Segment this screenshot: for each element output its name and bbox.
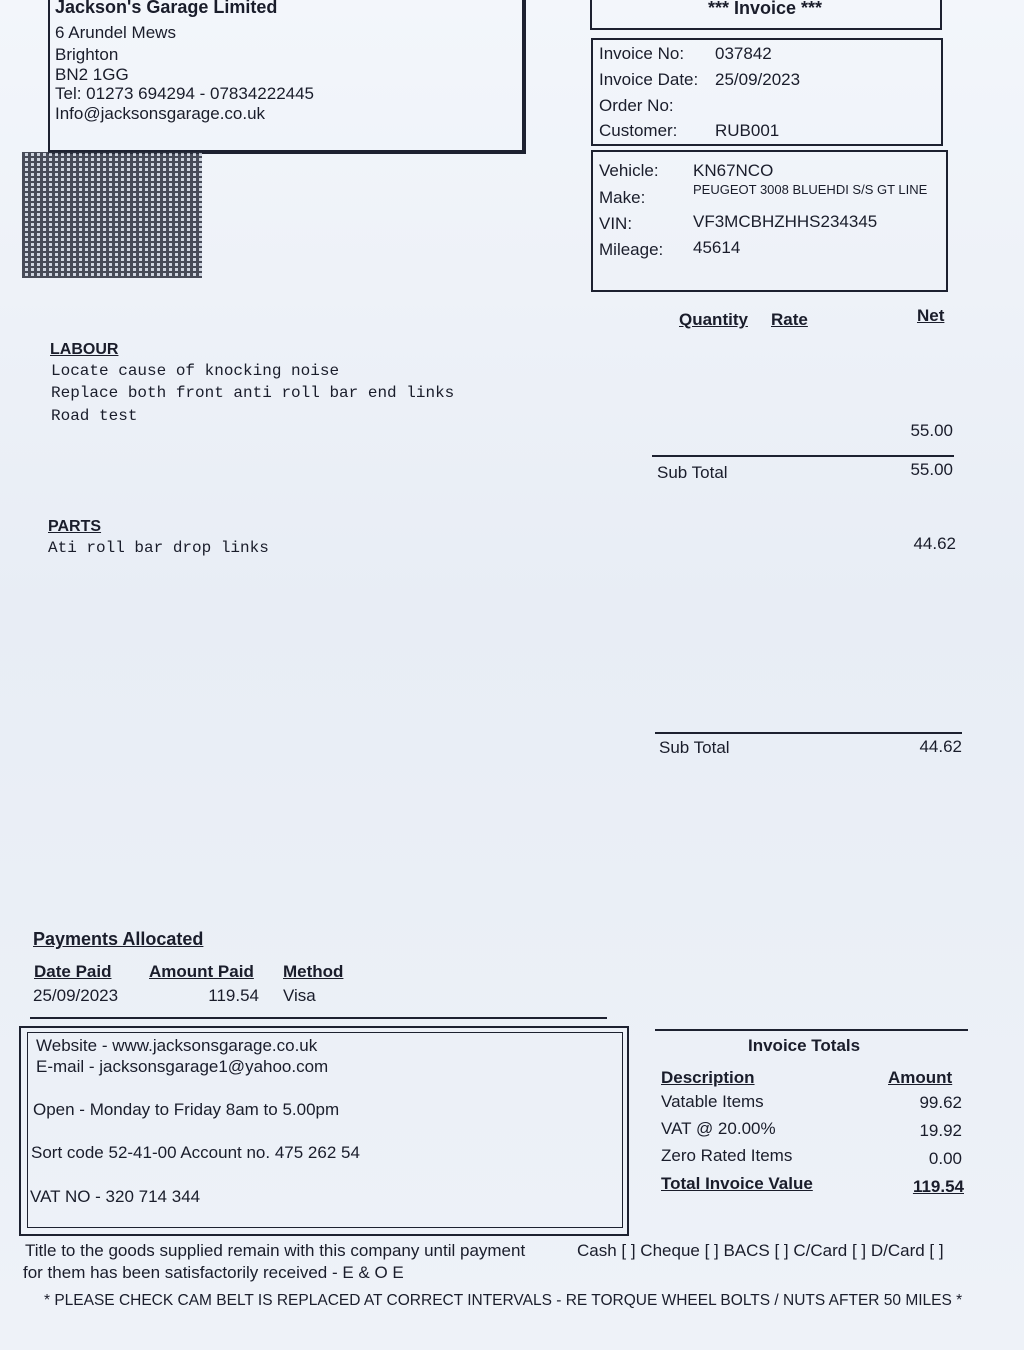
labour-line: Locate cause of knocking noise — [51, 362, 340, 380]
parts-subtotal-label: Sub Total — [659, 738, 730, 757]
labour-subtotal: 55.00 — [910, 460, 953, 479]
vehicle-registration: KN67NCO — [693, 161, 774, 180]
customer-label: Customer: — [599, 121, 678, 140]
payments-rule — [30, 1017, 607, 1019]
contact-website: Website - www.jacksonsgarage.co.uk — [36, 1036, 318, 1055]
vin-label: VIN: — [599, 214, 633, 233]
payment-amount: 119.54 — [208, 986, 259, 1005]
company-address-line2: Brighton — [55, 45, 119, 64]
parts-subtotal-rule — [655, 732, 962, 734]
company-address-line1: 6 Arundel Mews — [55, 23, 176, 42]
total-invoice-value-label: Total Invoice Value — [661, 1174, 813, 1193]
labour-subtotal-label: Sub Total — [657, 463, 728, 482]
totals-description-header: Description — [661, 1068, 755, 1087]
date-paid-header: Date Paid — [34, 962, 112, 981]
labour-line: Road test — [51, 407, 138, 425]
payment-method-checkboxes: Cash [ ] Cheque [ ] BACS [ ] C/Card [ ] D/Card [ ] — [577, 1241, 944, 1260]
labour-heading: LABOUR — [50, 341, 119, 358]
vehicle-make: PEUGEOT 3008 BLUEHDI S/S GT LINE — [693, 182, 928, 197]
parts-subtotal: 44.62 — [919, 737, 962, 756]
mileage-label: Mileage: — [599, 240, 664, 259]
rate-column-header: Rate — [771, 310, 808, 329]
amount-paid-header: Amount Paid — [149, 962, 254, 981]
total-invoice-value: 119.54 — [912, 1177, 964, 1196]
vat-label: VAT @ 20.00% — [661, 1119, 776, 1138]
totals-amount-header: Amount — [888, 1068, 953, 1087]
parts-net-amount: 44.62 — [913, 534, 956, 553]
labour-line: Replace both front anti roll bar end links — [51, 384, 455, 402]
opening-hours: Open - Monday to Friday 8am to 5.00pm — [33, 1100, 340, 1119]
company-email: Info@jacksonsgarage.co.uk — [55, 104, 266, 123]
terms-line1: Title to the goods supplied remain with this company until payment — [25, 1241, 526, 1260]
vatable-items-amount: 99.62 — [919, 1093, 962, 1112]
customer-code: RUB001 — [715, 121, 780, 140]
method-header: Method — [283, 962, 344, 981]
terms-line2: for them has been satisfactorily received - E & O E — [23, 1263, 404, 1282]
invoice-date: 25/09/2023 — [715, 70, 801, 89]
totals-top-rule — [655, 1029, 968, 1031]
net-column-header: Net — [917, 306, 945, 325]
vatable-items-label: Vatable Items — [661, 1092, 764, 1111]
quantity-column-header: Quantity — [679, 310, 748, 329]
order-no-label: Order No: — [599, 96, 674, 115]
parts-heading: PARTS — [48, 518, 102, 535]
invoice-no-label: Invoice No: — [599, 44, 685, 63]
payment-date: 25/09/2023 — [33, 986, 119, 1005]
parts-line: Ati roll bar drop links — [48, 539, 269, 557]
bank-details: Sort code 52-41-00 Account no. 475 262 54 — [31, 1143, 360, 1162]
payment-method: Visa — [283, 986, 316, 1005]
company-name: Jackson's Garage Limited — [55, 0, 278, 17]
contact-email: E-mail - jacksonsgarage1@yahoo.com — [36, 1057, 329, 1076]
company-postcode: BN2 1GG — [55, 65, 129, 84]
labour-subtotal-rule — [652, 455, 954, 457]
make-label: Make: — [599, 188, 646, 207]
invoice-totals-heading: Invoice Totals — [748, 1036, 861, 1055]
payments-heading: Payments Allocated — [33, 929, 204, 949]
invoice-no: 037842 — [715, 44, 772, 63]
labour-net-amount: 55.00 — [910, 421, 953, 440]
qr-code-graphic — [22, 152, 202, 278]
vehicle-label: Vehicle: — [599, 161, 659, 180]
invoice-date-label: Invoice Date: — [599, 70, 699, 89]
cam-belt-notice: * PLEASE CHECK CAM BELT IS REPLACED AT CORRECT INTERVALS - RE TORQUE WHEEL BOLTS / NUTS AFTER 50 MILES * — [44, 1292, 963, 1309]
vat-number: VAT NO - 320 714 344 — [30, 1187, 201, 1206]
zero-rated-amount: 0.00 — [928, 1149, 962, 1168]
company-telephone: Tel: 01273 694294 - 07834222445 — [55, 84, 315, 103]
zero-rated-label: Zero Rated Items — [661, 1146, 793, 1165]
vehicle-mileage: 45614 — [693, 238, 741, 257]
invoice-title: *** Invoice *** — [707, 0, 823, 18]
vehicle-vin: VF3MCBHZHHS234345 — [693, 212, 878, 231]
vat-amount: 19.92 — [919, 1121, 962, 1140]
